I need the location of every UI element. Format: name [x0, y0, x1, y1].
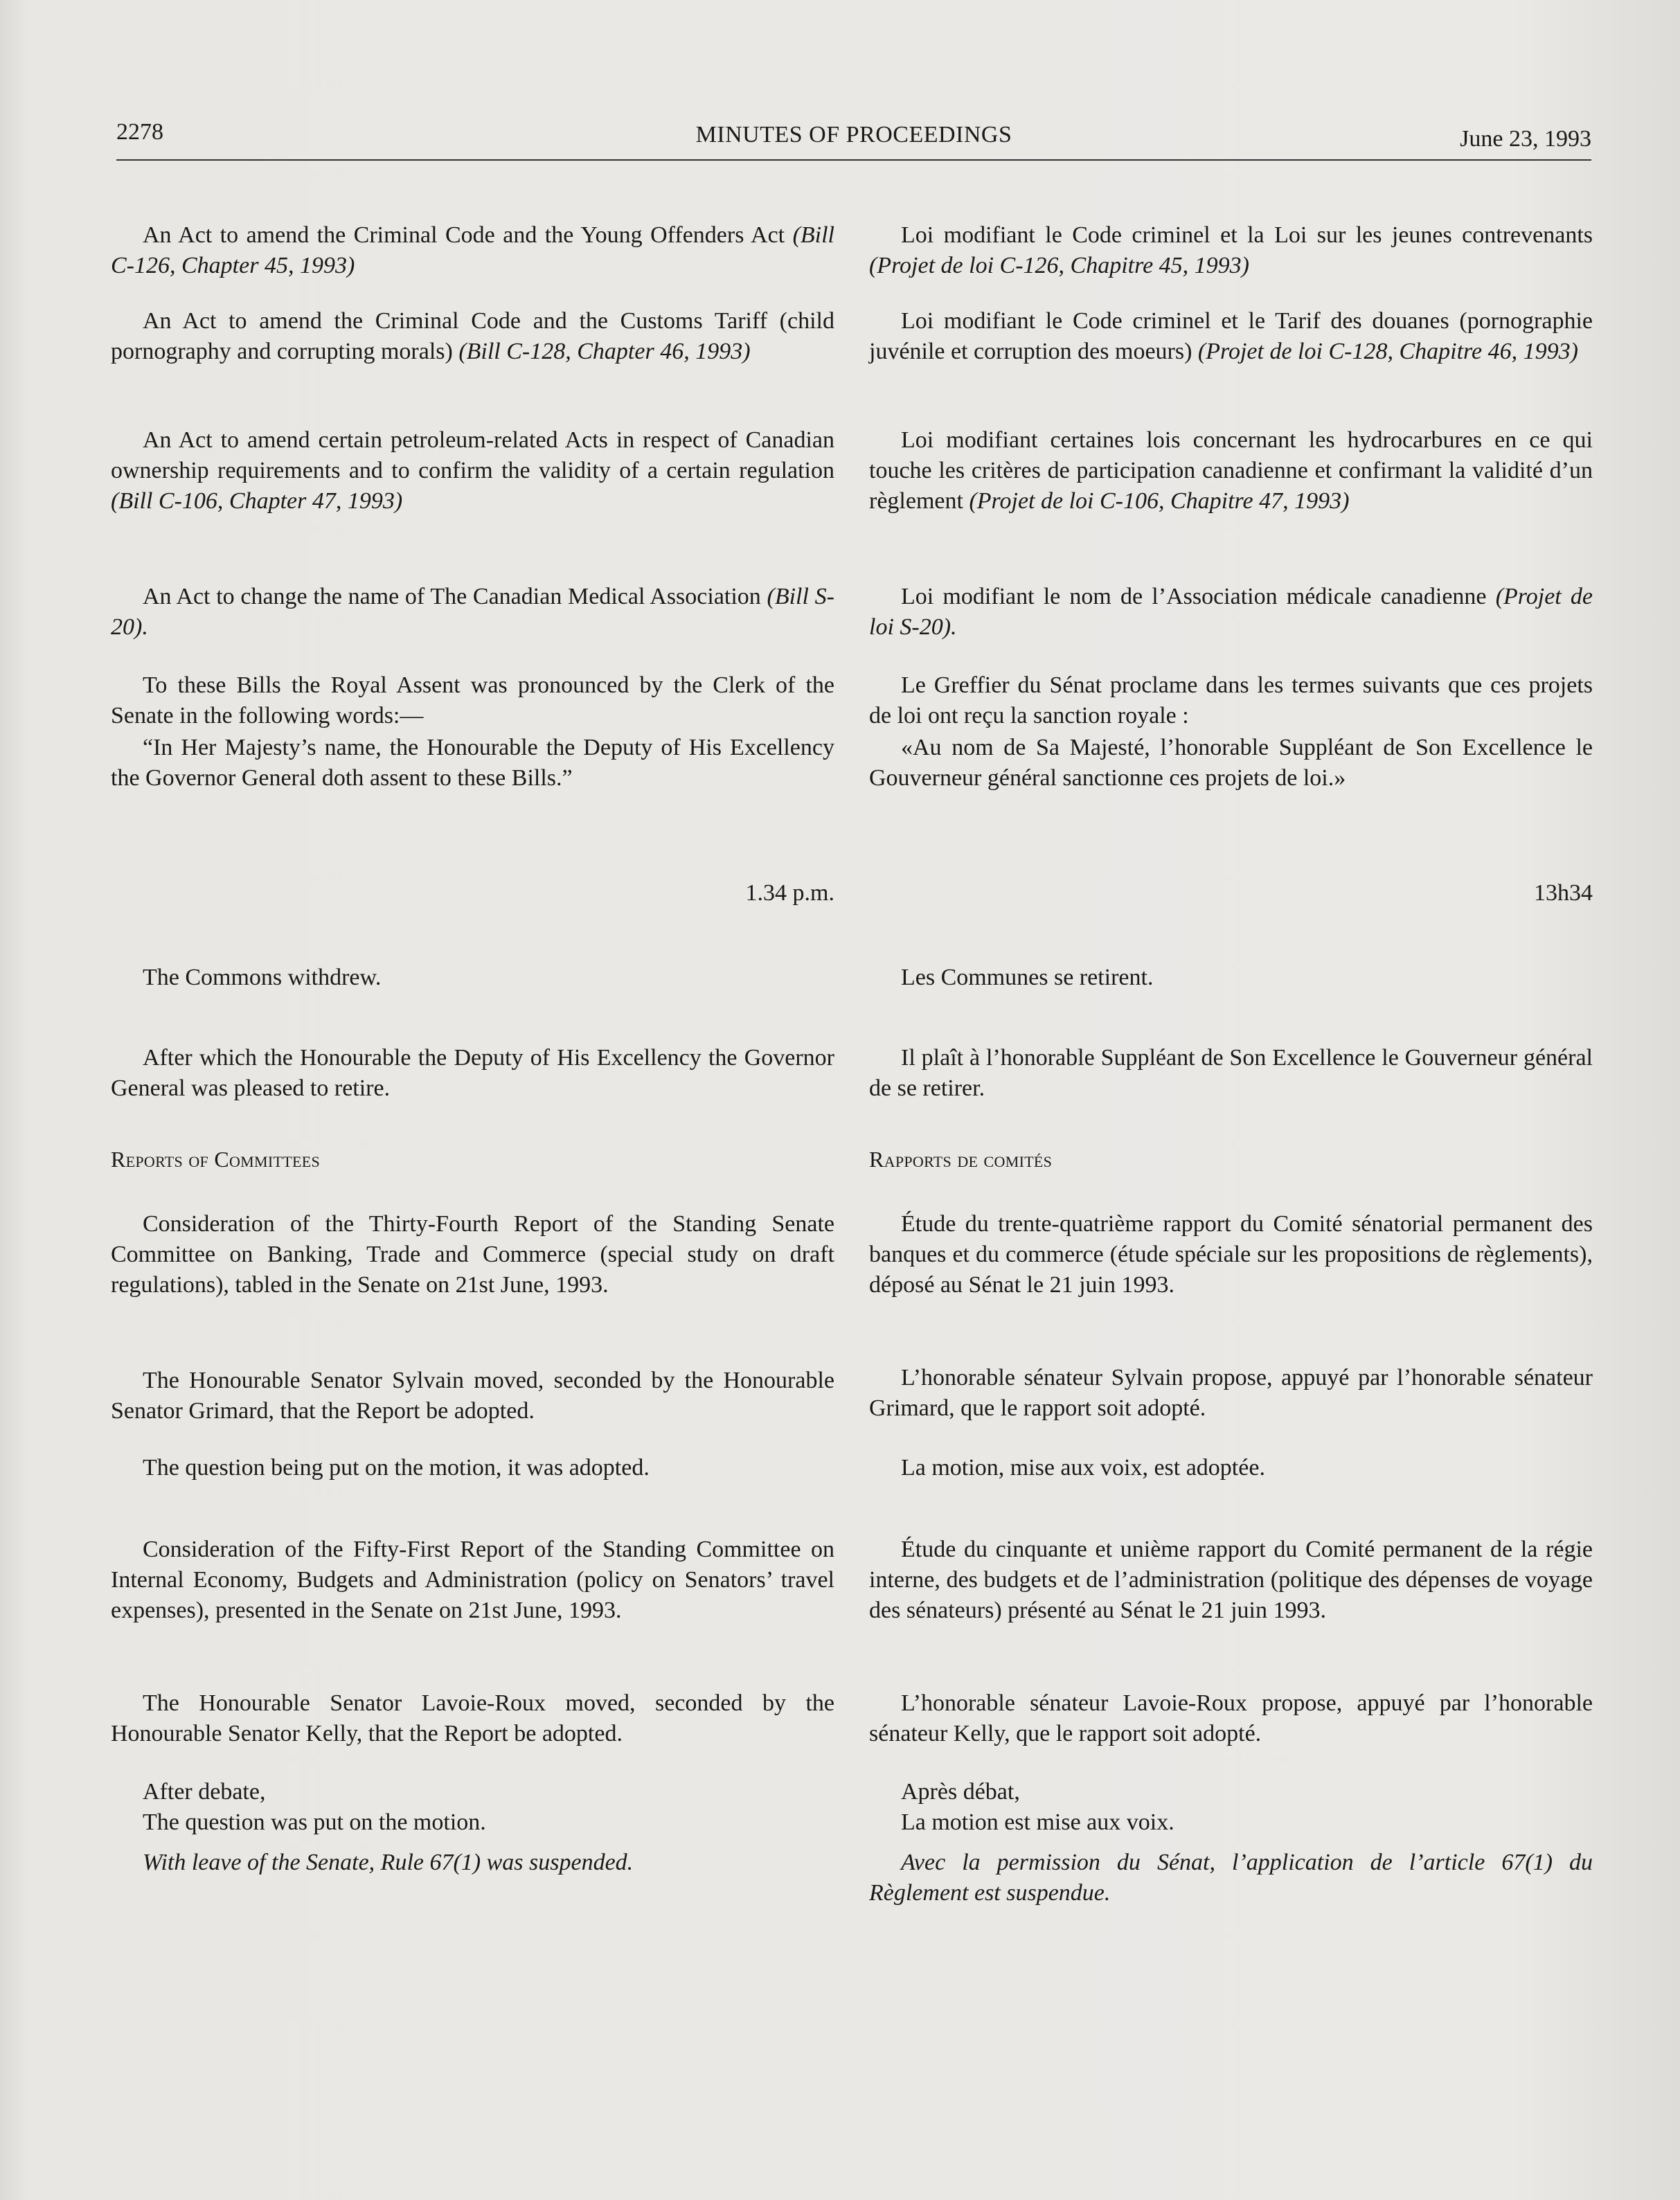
- question-put-en: The question was put on the motion.: [143, 1809, 486, 1835]
- bill-ref: (Bill C-128, Chapter 46, 1993): [458, 339, 751, 364]
- time-en: 1.34 p.m.: [745, 880, 834, 906]
- royal-assent-intro-fr: Le Greffier du Sénat proclame dans les termes suivants que ces projets de loi ont reçu la sanction royale :: [869, 672, 1593, 728]
- after-debate-en: After debate,: [143, 1779, 266, 1805]
- bill-s20-fr: [869, 582, 1593, 643]
- bill-c126-en: [111, 220, 834, 281]
- bill-ref: (Bill C-126, Chapter 45, 1993): [111, 222, 834, 278]
- report-34-en: Consideration of the Thirty-Fourth Report of the Standing Senate Committee on Banking, Trade and Commerce (special study on draft regulations), tabled in the Senate on 21st June, 1993.: [111, 1211, 834, 1298]
- bill-text: An Act to amend the Criminal Code and the Young Offenders Act: [143, 222, 793, 248]
- reports-heading-en: Reports of Committees: [111, 1147, 321, 1172]
- leave-rule-fr: Avec la permission du Sénat, l’application de l’article 67(1) du Règlement est suspendue.: [869, 1850, 1593, 1906]
- sylvain-motion-en: The Honourable Senator Sylvain moved, seconded by the Honourable Senator Grimard, that the Report be adopted.: [111, 1368, 834, 1424]
- question-adopted-fr: La motion, mise aux voix, est adoptée.: [901, 1455, 1265, 1481]
- lavoie-motion-fr: L’honorable sénateur Lavoie-Roux propose, appuyé par l’honorable sénateur Kelly, que le rapport soit adopté.: [869, 1690, 1593, 1746]
- report-34-fr: Étude du trente-quatrième rapport du Comité sénatorial permanent des banques et du commerce (étude spéciale sur les propositions de règlements), déposé au Sénat le 21 juin 1993.: [869, 1211, 1593, 1298]
- lavoie-motion-en: The Honourable Senator Lavoie-Roux moved, seconded by the Honourable Senator Kelly, that the Report be adopted.: [111, 1690, 834, 1746]
- royal-assent-quote-fr: «Au nom de Sa Majesté, l’honorable Suppléant de Son Excellence le Gouverneur général sanctionne ces projets de loi.»: [869, 735, 1593, 791]
- bill-c106-fr: [869, 425, 1593, 517]
- report-51-en: Consideration of the Fifty-First Report of the Standing Committee on Internal Economy, Budgets and Administration (policy on Senators’ travel expenses), presented in the Senate on 21st June, 1993.: [111, 1537, 834, 1623]
- reports-heading-fr: Rapports de comités: [869, 1147, 1053, 1172]
- bill-ref: (Bill S-20).: [111, 584, 834, 640]
- after-debate-fr: Après débat,: [901, 1779, 1020, 1805]
- bill-ref: (Projet de loi C-106, Chapitre 47, 1993): [969, 488, 1350, 514]
- leave-rule-en: With leave of the Senate, Rule 67(1) was suspended.: [143, 1850, 634, 1875]
- sylvain-motion-fr: L’honorable sénateur Sylvain propose, appuyé par l’honorable sénateur Grimard, que le rapport soit adopté.: [869, 1365, 1593, 1421]
- bill-ref: (Projet de loi S-20).: [869, 584, 1593, 640]
- bill-text: Loi modifiant le Code criminel et la Loi sur les jeunes contrevenants: [901, 222, 1593, 248]
- bill-c128-en: [111, 306, 834, 367]
- page-header: [116, 119, 1591, 154]
- page-number: 2278: [116, 119, 163, 145]
- bill-c126-fr: [869, 220, 1593, 281]
- header-rule: [116, 159, 1591, 161]
- commons-withdrew-fr: Les Communes se retirent.: [901, 965, 1154, 990]
- deputy-retire-en: After which the Honourable the Deputy of His Excellency the Governor General was pleased to retire.: [111, 1045, 834, 1101]
- header-date: June 23, 1993: [1460, 126, 1591, 152]
- bill-text: An Act to amend certain petroleum-related Acts in respect of Canadian ownership requirements and to confirm the validity of a certain regulation: [111, 427, 834, 483]
- deputy-retire-fr: Il plaît à l’honorable Suppléant de Son Excellence le Gouverneur général de se retirer.: [869, 1045, 1593, 1101]
- commons-withdrew-en: The Commons withdrew.: [143, 965, 382, 990]
- question-adopted-en: The question being put on the motion, it was adopted.: [143, 1455, 650, 1481]
- running-title: MINUTES OF PROCEEDINGS: [695, 122, 1012, 147]
- bill-ref: (Projet de loi C-128, Chapitre 46, 1993): [1197, 339, 1578, 364]
- bill-s20-en: [111, 582, 834, 643]
- bill-text: Loi modifiant le nom de l’Association médicale canadienne: [901, 584, 1496, 609]
- bill-c128-fr: [869, 306, 1593, 367]
- royal-assent-quote-en: “In Her Majesty’s name, the Honourable the Deputy of His Excellency the Governor General doth assent to these Bills.”: [111, 735, 834, 791]
- bill-ref: (Bill C-106, Chapter 47, 1993): [111, 488, 403, 514]
- bill-text: Loi modifiant le Code criminel et le Tarif des douanes (pornographie juvénile et corruption des moeurs): [869, 308, 1593, 364]
- royal-assent-intro-en: To these Bills the Royal Assent was pronounced by the Clerk of the Senate in the following words:—: [111, 672, 834, 728]
- bill-text: An Act to amend the Criminal Code and the Customs Tariff (child pornography and corrupting morals): [111, 308, 834, 364]
- bill-text: Loi modifiant certaines lois concernant les hydrocarbures en ce qui touche les critères de participation canadienne et confirmant la validité d’un règlement: [869, 427, 1593, 514]
- time-fr: 13h34: [1534, 880, 1593, 906]
- report-51-fr: Étude du cinquante et unième rapport du Comité permanent de la régie interne, des budgets et de l’administration (politique des dépenses de voyage des sénateurs) présenté au Sénat le 21 juin 1993.: [869, 1537, 1593, 1623]
- bill-text: An Act to change the name of The Canadian Medical Association: [143, 584, 767, 609]
- question-put-fr: La motion est mise aux voix.: [901, 1809, 1174, 1835]
- bill-ref: (Projet de loi C-126, Chapitre 45, 1993): [869, 253, 1249, 278]
- bill-c106-en: [111, 425, 834, 517]
